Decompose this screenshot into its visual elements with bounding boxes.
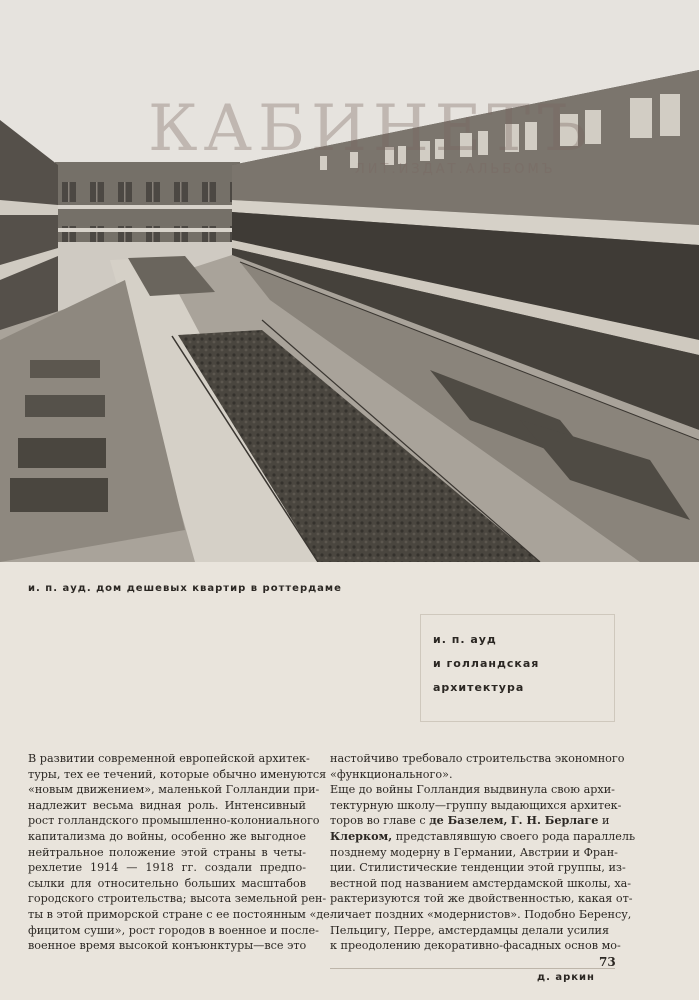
text-line: сылки для относительно больших масштабов [28, 876, 306, 890]
text-fragment: и [598, 814, 610, 828]
text-line: «функционального». [330, 767, 453, 781]
text-line: рост голландского промышленно-колониального [28, 814, 320, 828]
article-title-line-3: архитектура [433, 681, 525, 694]
text-line: позднему модерну в Германии, Австрии и Фран- [330, 845, 618, 859]
text-fragment: представлявшую своего рода параллель [392, 829, 636, 843]
text-line: капитализма до войны, особенно же выгодное [28, 829, 306, 843]
article-title-box [420, 614, 615, 722]
watermark-subtext: ЛИТ.ИЗДАТ.АЛЬБОМЪ [355, 162, 556, 177]
footer-divider [330, 968, 615, 969]
text-line: Еще до войны Голландия выдвинула свою архи- [330, 783, 615, 797]
text-line [330, 813, 608, 829]
text-line: В развитии современной европейской архитек- [28, 752, 310, 765]
author-name: д. аркин [537, 972, 595, 983]
text-line [330, 828, 636, 845]
architect-name: Г. Н. Берлаге [510, 813, 599, 828]
text-line: вестной под названием амстердамской школы, ха- [330, 876, 632, 890]
text-line: рехлетие 1914 — 1918 гг. создали предпо- [28, 861, 306, 875]
architect-name: де Базелем, [429, 813, 508, 828]
text-fragment: торов во главе с [330, 814, 430, 828]
text-line: ции. Стилистические тенденции этой группы, из- [330, 861, 626, 875]
text-line: военное время высокой конъюнктуры—все это [28, 939, 307, 953]
article-title-line-1: и. п. ауд [433, 633, 497, 646]
text-line: фицитом суши», рост городов в военное и после- [28, 923, 319, 937]
text-line: ты в этой приморской стране с ее постоянным «де- [28, 907, 334, 921]
text-line: «новым движением», маленькой Голландии при- [28, 783, 320, 797]
text-line: рактеризуются той же двойственностью, какая от- [330, 892, 633, 906]
text-line: Пельцигу, Перре, амстердамцы делали усилия [330, 923, 610, 937]
text-line: надлежит весьма видная роль. Интенсивный [28, 798, 306, 812]
text-line: туры, тех ее течений, которые обычно именуются [28, 767, 327, 781]
architect-name: Клерком, [330, 828, 393, 843]
text-line: нейтральное положение этой страны в четы- [28, 845, 306, 859]
text-line: к преодолению декоративно-фасадных основ мо- [330, 939, 621, 953]
text-line: настойчиво требовало строительства экономного [330, 752, 625, 765]
text-line: личает поздних «модернистов». Подобно Беренсу, [330, 907, 632, 921]
left-column [28, 751, 334, 954]
watermark-text: КАБИНЕТЪ [148, 92, 593, 166]
text-line: тектурную школу—группу выдающихся архитек- [330, 798, 622, 812]
text-line: городского строительства; высота земельной рен- [28, 892, 327, 906]
photo-caption: и. п. ауд. дом дешевых квартир в роттердаме [28, 583, 342, 594]
page-number: 73 [599, 955, 616, 969]
article-title-line-2: и голландская [433, 657, 540, 670]
right-column [330, 751, 636, 954]
